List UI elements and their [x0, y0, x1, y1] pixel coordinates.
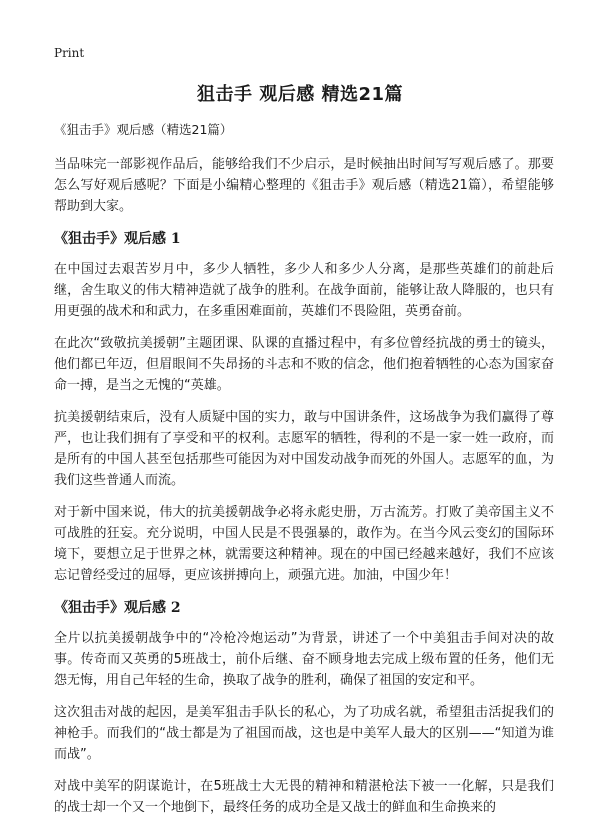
paragraph: 抗美援朝结束后，没有人质疑中国的实力，敢与中国讲条件，这场战争为我们赢得了尊严，也让我们拥有了享受和平的权利。志愿军的牺牲，得利的不是一家一姓一政府，而是所有的中国人甚至包括那些可能因为对中国发动战争而死的外国人。志愿军的血，为我们这些普通人而流。 [54, 410, 554, 488]
article-body [54, 120, 554, 829]
section-heading-1: 《狙击手》观后感 1 [54, 231, 181, 247]
paragraph: 在此次“致敬抗美援朝”主题团课、队课的直播过程中，有多位曾经抗战的勇士的镜头，他们都已年迈，但眉眼间不失昂扬的斗志和不败的信念，他们抱着牺牲的心态为国家奋命一搏，是当之无愧的“英雄。 [54, 336, 554, 393]
article-subtitle: 《狙击手》观后感（精选21篇） [54, 122, 233, 137]
paragraph: 在中国过去艰苦岁月中，多少人牺牲，多少人和多少人分离，是那些英雄们的前赴后继，舍生取义的伟大精神造就了战争的胜利。在战争面前，能够让敌人降服的，也只有用更强的战术和和武力，在多重困难面前，英雄们不畏险阻，英勇奋前。 [54, 262, 554, 319]
paragraph: 这次狙击对战的起因，是美军狙击手队长的私心，为了功成名就，希望狙击活捉我们的神枪手。而我们的“战士都是为了祖国而战，这也是中美军人最大的区别——“知道为谁而战”。 [54, 705, 554, 762]
paragraph: 对于新中国来说，伟大的抗美援朝战争必将永彪史册，万古流芳。打败了美帝国主义不可战胜的狂妄。充分说明，中国人民是不畏强暴的，敢作为。在当今风云变幻的国际环境下，要想立足于世界之林，就需要这种精神。现在的中国已经越来越好，我们不应该忘记曾经受过的屈辱，更应该拼搏向上，顽强亢进。加油，中国少年！ [54, 505, 554, 583]
print-label[interactable]: Print [54, 46, 85, 60]
page-title: 狙击手 观后感 精选21篇 [196, 84, 404, 105]
paragraph: 对战中美军的阴谋诡计，在5班战士大无畏的精神和精湛枪法下被一一化解，只是我们的战士却一个又一个地倒下，最终任务的成功全是又战士的鲜血和生命换来的 [54, 779, 554, 815]
intro-paragraph: 当品味完一部影视作品后，能够给我们不少启示，是时候抽出时间写写观后感了。那要怎么写好观后感呢？下面是小编精心整理的《狙击手》观后感（精选21篇），希望能够帮助到大家。 [54, 157, 554, 214]
section-heading-2: 《狙击手》观后感 2 [54, 600, 181, 616]
paragraph: 全片以抗美援朝战争中的“冷枪冷炮运动”为背景，讲述了一个中美狙击手间对决的故事。传奇而又英勇的5班战士，前仆后继、奋不顾身地去完成上级布置的任务，他们无怨无悔，用自己年轻的生命，换取了战争的胜利，确保了祖国的安定和平。 [54, 631, 554, 688]
